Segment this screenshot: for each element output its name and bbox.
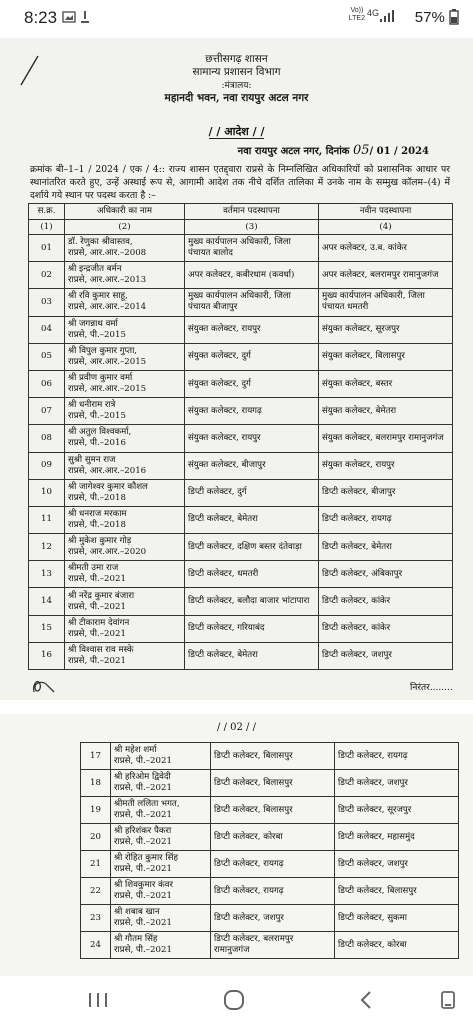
header-ministry: :मंत्रालय: (221, 81, 252, 91)
cell-officer (65, 370, 185, 397)
cell-sno: 07 (29, 398, 65, 425)
back-icon[interactable] (346, 986, 386, 1014)
officer-service: राप्रसे, पी.–2021 (114, 864, 172, 874)
page-number: / / 02 / / (217, 722, 256, 733)
cell-current-posting: अपर कलेक्टर, कबीरधाम (कवर्धा) (185, 262, 319, 289)
column-number: (4) (319, 220, 453, 235)
cell-current-posting: डिप्टी कलेक्टर, बेमेतरा (185, 506, 319, 533)
cell-sno: 18 (81, 770, 111, 797)
cell-sno: 24 (81, 932, 111, 959)
cell-current-posting: डिप्टी कलेक्टर, बिलासपुर (211, 770, 335, 797)
officer-service: राप्रसे, पी.–2021 (114, 783, 172, 793)
table-row (81, 797, 459, 824)
cell-current-posting: संयुक्त कलेक्टर, दुर्ग (185, 343, 319, 370)
table-row (29, 398, 453, 425)
status-time: 8:23 (24, 8, 58, 27)
officer-service: राप्रसे, आर.आर.–2015 (68, 356, 147, 367)
cell-officer (65, 316, 185, 343)
officer-name: श्री धनराज मरकाम (68, 508, 127, 519)
cell-sno: 19 (81, 797, 111, 824)
notification-icon (80, 10, 90, 28)
cell-new-posting: डिप्टी कलेक्टर, सुकमा (335, 905, 459, 932)
cell-sno: 06 (29, 370, 65, 397)
cell-sno: 14 (29, 588, 65, 615)
header-department: सामान्य प्रशासन विभाग (192, 66, 281, 78)
cell-officer (111, 770, 211, 797)
cell-current-posting: संयुक्त कलेक्टर, बीजापुर (185, 452, 319, 479)
column-number: (1) (29, 220, 65, 235)
table-row (29, 561, 453, 588)
cell-new-posting: मुख्य कार्यपालन अधिकारी, जिला पंचायत धमतरी (319, 289, 453, 316)
cell-current-posting: डिप्टी कलेक्टर, बलौदा बाजार भांटापारा (185, 588, 319, 615)
cell-current-posting: डिप्टी कलेक्टर, रायगढ़ (211, 851, 335, 878)
cell-sno: 08 (29, 425, 65, 452)
table-row (29, 289, 453, 316)
cell-sno: 05 (29, 343, 65, 370)
table-row (29, 506, 453, 533)
cell-new-posting: डिप्टी कलेक्टर, महासमुंद (335, 824, 459, 851)
cell-new-posting: डिप्टी कलेक्टर, जशपुर (335, 851, 459, 878)
cell-sno: 09 (29, 452, 65, 479)
cell-sno: 16 (29, 642, 65, 669)
cell-current-posting: डिप्टी कलेक्टर, दुर्ग (185, 479, 319, 506)
cell-new-posting: संयुक्त कलेक्टर, बस्तर (319, 370, 453, 397)
officer-name: श्री नरेंद्र कुमार बंजारा (68, 590, 135, 601)
battery-indicator: 57% (415, 9, 459, 26)
cell-sno: 17 (81, 743, 111, 770)
officer-service: राप्रसे, पी.–2015 (68, 411, 126, 422)
cell-officer (65, 588, 185, 615)
cell-new-posting: डिप्टी कलेक्टर, बिलासपुर (335, 878, 459, 905)
officer-name: श्री विश्वास राव मस्के (68, 644, 134, 655)
cell-current-posting: डिप्टी कलेक्टर, बिलासपुर (211, 743, 335, 770)
cell-sno: 10 (29, 479, 65, 506)
cell-new-posting: डिप्टी कलेक्टर, बीजापुर (319, 479, 453, 506)
officer-service: राप्रसे, पी.–2021 (114, 918, 172, 928)
cell-new-posting: संयुक्त कलेक्टर, बेमेतरा (319, 398, 453, 425)
officer-service: राप्रसे, आर.आर.–2013 (68, 275, 147, 286)
cell-officer (111, 905, 211, 932)
officer-service: राप्रसे, पी.–2015 (68, 329, 126, 340)
page-gap (0, 700, 473, 714)
officer-service: राप्रसे, आर.आर.–2020 (68, 547, 147, 558)
cell-current-posting: डिप्टी कलेक्टर, गरियाबंद (185, 615, 319, 642)
document-page-1 (0, 38, 473, 700)
column-header-sno: स.क्र. (29, 204, 65, 220)
status-bar (0, 0, 473, 36)
transfer-table-page2 (80, 742, 459, 959)
cell-new-posting: अपर कलेक्टर, उ.ब. कांकेर (319, 235, 453, 262)
cell-new-posting: डिप्टी कलेक्टर, अंबिकापुर (319, 561, 453, 588)
continued-note: निरंतर........ (410, 683, 453, 693)
table-row (29, 316, 453, 343)
transfer-table-page1 (28, 203, 453, 670)
cell-current-posting: डिप्टी कलेक्टर, बेमेतरा (185, 642, 319, 669)
officer-service: राप्रसे, आर.आर.–2016 (68, 465, 147, 476)
table-row (29, 588, 453, 615)
signature-mark (30, 672, 56, 696)
officer-name: श्री मुकेश कुमार गोड़ (68, 536, 132, 547)
cell-new-posting: डिप्टी कलेक्टर, रायगढ़ (335, 743, 459, 770)
order-dateline: नवा रायपुर अटल नगर, दिनांक 05/ 01 / 2024 (237, 143, 429, 158)
officer-service: राप्रसे, पी.–2021 (114, 810, 172, 820)
header-address: महानदी भवन, नवा रायपुर अटल नगर (164, 92, 309, 104)
column-header-name: अधिकारी का नाम (65, 204, 185, 220)
cell-sno: 12 (29, 534, 65, 561)
officer-name: श्री रोहित कुमार सिंह (114, 853, 179, 863)
officer-service: राप्रसे, पी.–2021 (114, 945, 172, 955)
cell-new-posting: संयुक्त कलेक्टर, बलरामपुर रामानुजगंज (319, 425, 453, 452)
cell-officer (65, 235, 185, 262)
document-page-2 (0, 714, 473, 976)
signal-icon (379, 9, 395, 27)
cell-new-posting: डिप्टी कलेक्टर, बेमेतरा (319, 534, 453, 561)
cell-sno: 20 (81, 824, 111, 851)
officer-service: राप्रसे, आर.आर.–2008 (68, 248, 147, 259)
cell-current-posting: संयुक्त कलेक्टर, रायपुर (185, 316, 319, 343)
officer-name: श्री धनीराम रात्रे (68, 400, 116, 411)
column-number: (2) (65, 220, 185, 235)
order-paragraph: क्रमांक बी–1–1 / 2024 / एक / 4:: राज्य शासन एतद्द्वारा राप्रसे के निम्नलिखित अधिकारियों को प्रशासनिक आधार पर स्थानांतरित करते हुए, उन्हें अस्थाई रूप से, आगामी आदेश तक नीचे दर्शित तालिका में उनके नाम के सम्मुख कॉलम–(4) में दर्शाये गये स्थान पर पदस्थ करता है :– (30, 164, 450, 201)
table-row (29, 479, 453, 506)
cell-sno: 22 (81, 878, 111, 905)
table-row (81, 851, 459, 878)
officer-service: राप्रसे, पी.–2018 (68, 492, 126, 503)
recents-icon[interactable] (78, 986, 118, 1014)
table-row (29, 452, 453, 479)
cell-current-posting: डिप्टी कलेक्टर, कोरबा (211, 824, 335, 851)
officer-name: सुश्री सुमन राज (68, 454, 116, 465)
table-row (29, 615, 453, 642)
officer-service: राप्रसे, पी.–2021 (114, 837, 172, 847)
cell-officer (111, 932, 211, 959)
order-title: / / आदेश / / (208, 125, 265, 138)
cell-current-posting: संयुक्त कलेक्टर, रायगढ़ (185, 398, 319, 425)
officer-service: राप्रसे, पी.–2021 (68, 655, 126, 666)
screenshot-icon[interactable] (428, 986, 468, 1014)
cell-current-posting: डिप्टी कलेक्टर, बलरामपुर रामानुजगंज (211, 932, 335, 959)
cell-new-posting: संयुक्त कलेक्टर, रायपुर (319, 452, 453, 479)
table-row (29, 642, 453, 669)
officer-name: श्री जगन्नाथ वर्मा (68, 318, 118, 329)
cell-sno: 02 (29, 262, 65, 289)
cell-officer (65, 534, 185, 561)
network-indicator: Vo)) LTE2 (348, 7, 365, 22)
handwritten-day: 05 (352, 143, 370, 158)
cell-new-posting: डिप्टी कलेक्टर, जशपुर (335, 770, 459, 797)
table-row (81, 878, 459, 905)
cell-new-posting: डिप्टी कलेक्टर, कांकेर (319, 588, 453, 615)
cell-sno: 03 (29, 289, 65, 316)
battery-icon (449, 9, 459, 25)
table-row (81, 905, 459, 932)
cell-officer (65, 452, 185, 479)
cell-sno: 11 (29, 506, 65, 533)
officer-name: डॉ. रेणुका श्रीवास्तव, (68, 237, 133, 248)
table-row (81, 932, 459, 959)
officer-name: श्री अतुल विश्वकर्मा, (68, 427, 132, 438)
officer-service: राप्रसे, पी.–2021 (114, 756, 172, 766)
officer-service: राप्रसे, पी.–2021 (68, 601, 126, 612)
officer-service: राप्रसे, पी.–2021 (68, 574, 126, 585)
officer-name: श्री शिवकुमार कंवर (114, 880, 173, 890)
officer-name: श्री गौतम सिंह (114, 934, 158, 944)
cell-officer (111, 743, 211, 770)
table-row (29, 425, 453, 452)
column-header-new: नवीन पदस्थापना (319, 204, 453, 220)
officer-name: श्री महेश शर्मा (114, 745, 157, 755)
cell-officer (111, 851, 211, 878)
cell-sno: 13 (29, 561, 65, 588)
cell-officer (65, 506, 185, 533)
cell-officer (111, 797, 211, 824)
table-row (29, 370, 453, 397)
officer-service: राप्रसे, पी.–2016 (68, 438, 126, 449)
officer-name: श्री शबाब खान (114, 907, 160, 917)
cell-officer (65, 561, 185, 588)
officer-service: राप्रसे, आर.आर.–2015 (68, 384, 147, 395)
table-row (29, 534, 453, 561)
cell-sno: 15 (29, 615, 65, 642)
cell-sno: 23 (81, 905, 111, 932)
cell-officer (65, 615, 185, 642)
officer-service: राप्रसे, आर.आर.–2014 (68, 302, 147, 313)
cell-new-posting: डिप्टी कलेक्टर, कोरबा (335, 932, 459, 959)
cell-sno: 21 (81, 851, 111, 878)
cell-new-posting: डिप्टी कलेक्टर, सूरजपुर (335, 797, 459, 824)
cell-current-posting: डिप्टी कलेक्टर, बिलासपुर (211, 797, 335, 824)
cell-officer (65, 262, 185, 289)
net-type: 4G (366, 8, 379, 18)
table-row (81, 770, 459, 797)
officer-name: श्री विपुल कुमार गुप्ता, (68, 345, 138, 356)
cell-officer (65, 343, 185, 370)
officer-service: राप्रसे, पी.–2018 (68, 519, 126, 530)
navigation-bar (0, 976, 473, 1024)
cell-current-posting: संयुक्त कलेक्टर, रायपुर (185, 425, 319, 452)
cell-officer (111, 824, 211, 851)
cell-officer (65, 479, 185, 506)
cell-current-posting: डिप्टी कलेक्टर, रायगढ़ (211, 878, 335, 905)
cell-officer (65, 642, 185, 669)
table-row (29, 235, 453, 262)
officer-name: श्री हरिओम द्विवेदी (114, 772, 171, 782)
officer-service: राप्रसे, पी.–2021 (114, 891, 172, 901)
cell-current-posting: संयुक्त कलेक्टर, दुर्ग (185, 370, 319, 397)
officer-name: श्रीमती ललिता भगत, (114, 799, 180, 809)
cell-sno: 01 (29, 235, 65, 262)
table-row (81, 743, 459, 770)
image-notification-icon (62, 10, 76, 28)
table-row (29, 343, 453, 370)
cell-current-posting: डिप्टी कलेक्टर, धमतरी (185, 561, 319, 588)
cell-officer (65, 289, 185, 316)
cell-officer (65, 398, 185, 425)
home-icon[interactable] (214, 986, 254, 1014)
table-row (29, 262, 453, 289)
cell-current-posting: मुख्य कार्यपालन अधिकारी, जिला पंचायत बीजापुर (185, 289, 319, 316)
officer-name: श्री प्रवीण कुमार वर्मा (68, 373, 133, 384)
header-government: छत्तीसगढ़ शासन (205, 53, 268, 65)
cell-current-posting: डिप्टी कलेक्टर, दक्षिण बस्तर दंतेवाड़ा (185, 534, 319, 561)
cell-new-posting: डिप्टी कलेक्टर, रायगढ़ (319, 506, 453, 533)
officer-service: राप्रसे, पी.–2021 (68, 628, 126, 639)
cell-new-posting: डिप्टी कलेक्टर, जशपुर (319, 642, 453, 669)
cell-new-posting: अपर कलेक्टर, बलरामपुर रामानुजगंज (319, 262, 453, 289)
officer-name: श्री हरिशंकर पैकरा (114, 826, 172, 836)
cell-sno: 04 (29, 316, 65, 343)
officer-name: श्री इन्द्रजीत बर्मन (68, 264, 122, 275)
officer-name: श्री टीकाराम देवांगन (68, 617, 130, 628)
cell-officer (65, 425, 185, 452)
officer-name: श्री जागेश्वर कुमार कौशल (68, 481, 148, 492)
table-row (81, 824, 459, 851)
cell-current-posting: डिप्टी कलेक्टर, जशपुर (211, 905, 335, 932)
cell-current-posting: मुख्य कार्यपालन अधिकारी, जिला पंचायत बालोद (185, 235, 319, 262)
cell-new-posting: संयुक्त कलेक्टर, बिलासपुर (319, 343, 453, 370)
column-header-current: वर्तमान पदस्थापना (185, 204, 319, 220)
officer-name: श्री रवि कुमार साहू, (68, 291, 128, 302)
cell-new-posting: संयुक्त कलेक्टर, सूरजपुर (319, 316, 453, 343)
officer-name: श्रीमती उमा राज (68, 563, 119, 574)
cell-new-posting: डिप्टी कलेक्टर, कांकेर (319, 615, 453, 642)
cell-officer (111, 878, 211, 905)
column-number: (3) (185, 220, 319, 235)
